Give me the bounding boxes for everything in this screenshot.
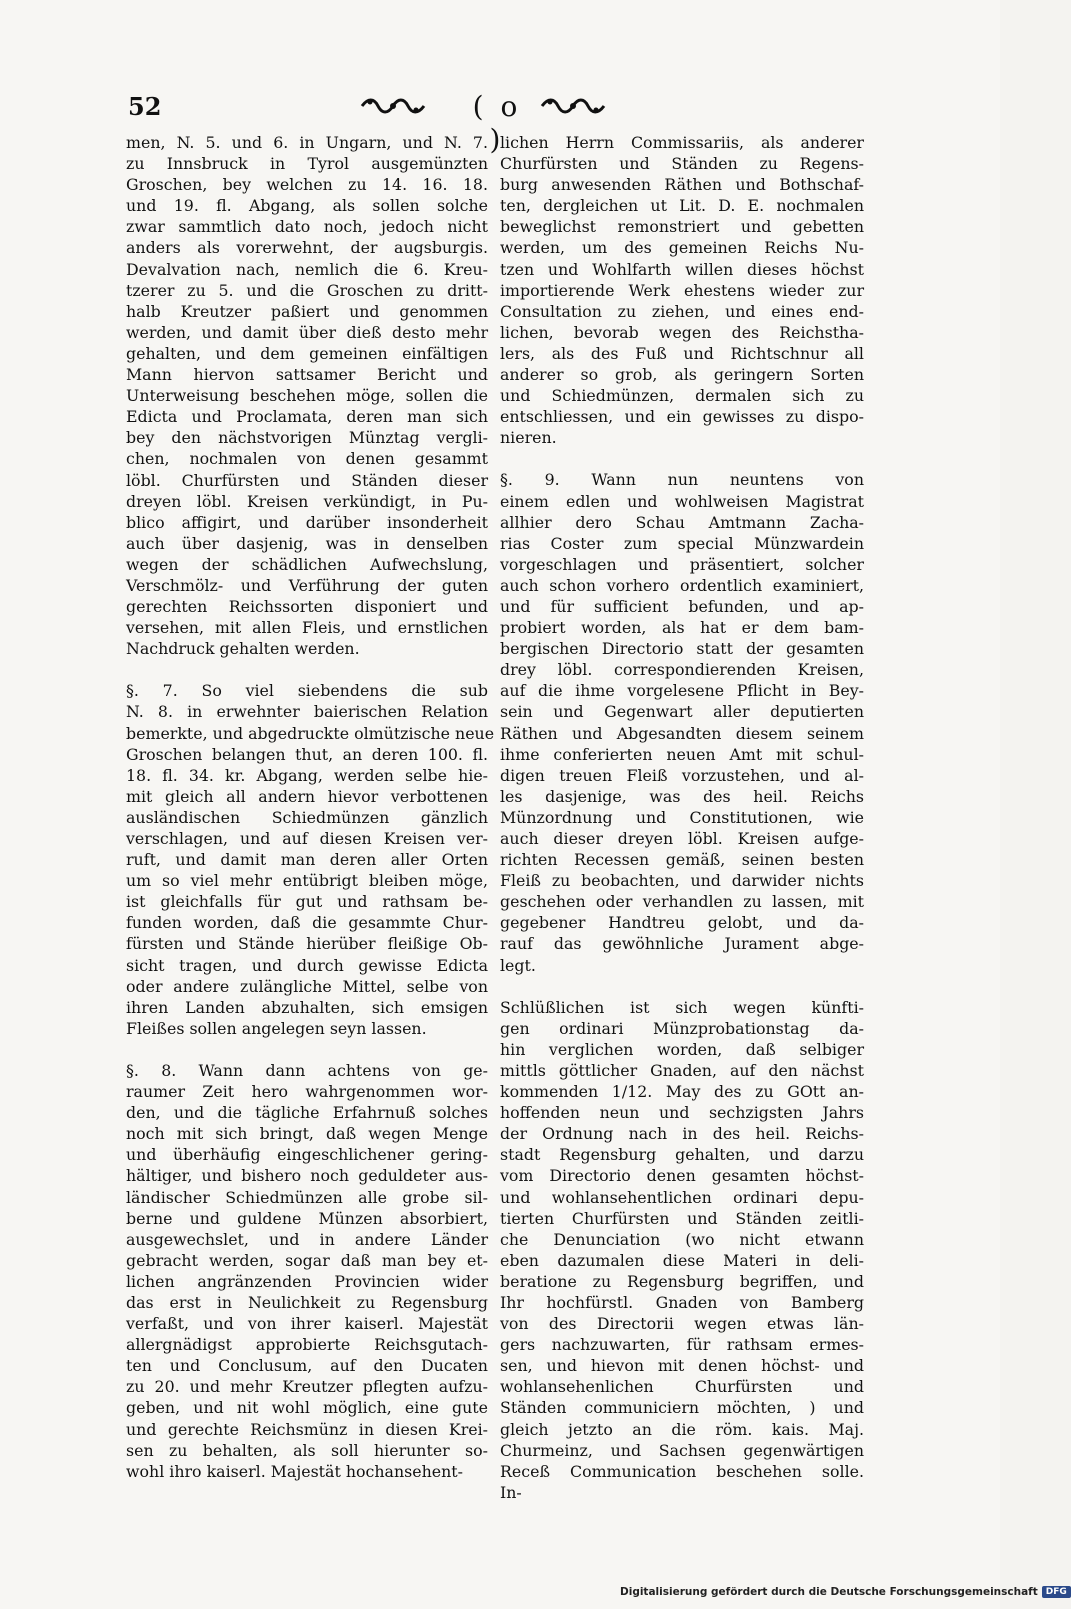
left-ornament-icon — [360, 96, 426, 116]
text-line: kommenden 1/12. May des zu GOtt an- — [500, 1082, 864, 1102]
text-line: gebracht werden, sogar daß man bey et- — [126, 1250, 488, 1270]
text-line: Unterweisung beschehen möge, sollen die — [126, 386, 488, 406]
text-line: lichen angränzenden Provincien wider — [126, 1271, 488, 1291]
text-line: vorgeschlagen und präsentiert, solcher — [500, 554, 864, 574]
text-line: beweglichst remonstriert und gebetten — [500, 217, 864, 237]
text-line: tzen und Wohlfarth willen dieses höchst — [500, 259, 864, 279]
text-line: um so viel mehr entübrigt bleiben möge, — [126, 871, 488, 891]
text-line: oder andere zulängliche Mittel, selbe von — [126, 976, 488, 996]
page-number: 52 — [128, 92, 162, 121]
text-line: Edicta und Proclamata, deren man sich — [126, 407, 488, 427]
text-line: Receß Communication beschehen solle. — [500, 1461, 864, 1481]
text-line: Münzordnung und Constitutionen, wie — [500, 807, 864, 827]
text-line: auch über dasjenig, was in denselben — [126, 533, 488, 553]
text-line: verfaßt, und von ihrer kaiserl. Majestät — [126, 1314, 488, 1334]
text-line: ausgewechslet, und in andere Länder — [126, 1229, 488, 1249]
text-line: sen zu behalten, als soll hierunter so- — [126, 1440, 488, 1460]
text-line: versehen, mit allen Fleis, und ernstlichen — [126, 618, 488, 638]
text-line: tzerer zu 5. und die Groschen zu dritt- — [126, 280, 488, 300]
text-line: gleich jetzto an die röm. kais. Maj. — [500, 1419, 864, 1439]
text-line: anderer so grob, als geringern Sorten — [500, 365, 864, 385]
text-line: ten und Conclusum, auf den Ducaten — [126, 1356, 488, 1376]
text-line: raumer Zeit hero wahrgenommen wor- — [126, 1082, 488, 1102]
text-line: Schlüßlichen ist sich wegen künfti- — [500, 997, 864, 1017]
left-column — [126, 132, 495, 1482]
text-line: den, und die tägliche Erfahrnuß solches — [126, 1103, 488, 1123]
text-line: Nachdruck gehalten werden. — [126, 639, 360, 659]
right-column — [500, 132, 864, 1503]
text-line: bemerkte, und abgedruckte olmützische neue — [126, 723, 495, 743]
right-ornament-icon — [540, 96, 606, 116]
text-line: wegen der schädlichen Aufwechslung, — [126, 554, 488, 574]
text-line: rauf das gewöhnliche Jurament abge- — [500, 934, 864, 954]
text-line: men, N. 5. und 6. in Ungarn, und N. 7. — [126, 133, 488, 152]
text-line: Mann hiervon sattsamer Bericht und — [126, 365, 488, 385]
dfg-logo: DFG — [1042, 1586, 1071, 1598]
text-line: und gerechte Reichsmünz in diesen Krei- — [126, 1419, 488, 1439]
text-line: auch dieser dreyen löbl. Kreisen aufge- — [500, 829, 864, 848]
footer-credit: Digitalisierung gefördert durch die Deutsche Forschungsgemeinschaft — [620, 1586, 1038, 1598]
text-line: legt. — [500, 955, 536, 975]
text-line: chen, nochmalen von denen gesammt — [126, 449, 488, 469]
paragraph — [126, 1060, 488, 1482]
text-line: ruft, und damit man deren aller Orten — [126, 850, 488, 870]
text-line: hoffenden neun und sechzigsten Jahrs — [500, 1103, 864, 1123]
text-line: wohlansehenlichen Churfürsten und — [500, 1377, 864, 1397]
text-line: importierende Werk ehestens wieder zur — [500, 280, 864, 300]
text-line: sein und Gegenwart aller deputierten — [500, 702, 864, 722]
text-line: Churfürsten und Ständen zu Regens- — [500, 154, 864, 174]
text-line: auch schon vorhero ordentlich examiniert, — [500, 575, 864, 595]
text-line: beratione zu Regensburg begriffen, und — [500, 1271, 864, 1291]
text-line: entschliessen, und ein gewisses zu dispo- — [500, 407, 864, 427]
text-line: gerechten Reichssorten disponiert und — [126, 597, 488, 617]
text-line: probiert worden, als hat er dem bam- — [500, 618, 864, 638]
text-line: verschlagen, und auf diesen Kreisen ver- — [126, 829, 488, 848]
text-line: ihren Landen abzuhalten, sich emsigen — [126, 997, 488, 1017]
paragraph-gap — [126, 1039, 488, 1060]
text-line: mit gleich all andern hievor verbottenen — [126, 786, 488, 806]
text-line: ländischer Schiedmünzen alle grobe sil- — [126, 1187, 488, 1207]
text-line: halb Kreutzer paßiert und genommen — [126, 301, 488, 321]
text-line: hältiger, und bishero noch geduldeter aus- — [126, 1166, 488, 1186]
text-line: und Schiedmünzen, dermalen sich zu — [500, 386, 864, 406]
text-line: zu 20. und mehr Kreutzer pflegten aufzu- — [126, 1377, 488, 1397]
text-line: noch mit sich bringt, daß wegen Menge — [126, 1124, 488, 1144]
text-line: einem edlen und wohlweisen Magistrat — [500, 491, 864, 511]
text-line: Groschen, bey welchen zu 14. 16. 18. — [126, 175, 488, 195]
text-line: wohl ihro kaiserl. Majestät hochansehent- — [126, 1461, 463, 1481]
text-line: lichen, bevorab wegen des Reichstha- — [500, 322, 864, 342]
text-line: richten Recessen gemäß, seinen besten — [500, 850, 864, 870]
text-line: dreyen löbl. Kreisen verkündigt, in Pu- — [126, 491, 488, 511]
text-line: und überhäufig eingeschlichener gering- — [126, 1145, 488, 1165]
text-line: und für sufficient befunden, und ap- — [500, 596, 864, 616]
text-line: vom Directorio denen gesamten höchst- — [500, 1166, 864, 1186]
text-line: geschehen oder verhandlen zu lassen, mit — [500, 892, 864, 912]
text-line: auf die ihme vorgelesene Pflicht in Bey- — [500, 681, 864, 701]
text-line: geben, und nit wohl möglich, eine gute — [126, 1398, 488, 1418]
text-line: hin verglichen worden, daß selbiger — [500, 1039, 864, 1059]
text-line: und 19. fl. Abgang, als sollen solche — [126, 196, 488, 216]
text-line: stadt Regensburg gehalten, und darzu — [500, 1145, 864, 1165]
text-line: löbl. Churfürsten und Ständen dieser — [126, 470, 488, 490]
text-line: ihme conferierten neuen Amt mit schul- — [500, 744, 864, 764]
text-line: allergnädigst approbierte Reichsgutach- — [126, 1335, 488, 1355]
text-line: Ständen communiciern möchten, ) und — [500, 1398, 864, 1418]
text-line: 18. fl. 34. kr. Abgang, werden selbe hie- — [126, 765, 488, 785]
text-line: Ihr hochfürstl. Gnaden von Bamberg — [500, 1292, 864, 1312]
text-line: gen ordinari Münzprobationstag da- — [500, 1018, 864, 1038]
text-line: In- — [500, 1482, 522, 1502]
text-line: von des Directorii wegen etwas län- — [500, 1314, 864, 1334]
header-mark: ( o ) — [472, 90, 522, 156]
text-line: der Ordnung nach in des heil. Reichs- — [500, 1124, 864, 1144]
text-line: gehalten, und dem gemeinen einfältigen — [126, 343, 488, 363]
text-line: bey den nächstvorigen Münztag vergli- — [126, 428, 488, 448]
paragraph — [500, 469, 864, 975]
text-line: Devalvation nach, nemlich die 6. Kreu- — [126, 259, 488, 279]
text-line: §. 7. So viel siebendens die sub — [126, 681, 488, 701]
text-line: gegebener Handtreu gelobt, und da- — [500, 913, 864, 933]
text-line: Consultation zu ziehen, und eines end- — [500, 301, 864, 321]
text-line: anders als vorerwehnt, der augsburgis. — [126, 238, 488, 258]
text-line: Groschen belangen thut, an deren 100. fl. — [126, 744, 488, 764]
text-line: drey löbl. correspondierenden Kreisen, — [500, 660, 864, 680]
paragraph-gap — [500, 976, 864, 997]
text-line: allhier dero Schau Amtmann Zacha- — [500, 512, 864, 532]
paragraph — [500, 132, 864, 448]
text-line: ausländischen Schiedmünzen gänzlich — [126, 807, 488, 827]
text-line: Fleiß zu beobachten, und darwider nichts — [500, 871, 864, 891]
text-line: bergischen Directorio statt der gesamten — [500, 639, 864, 659]
text-line: eben dazumalen diese Materi in deli- — [500, 1250, 864, 1270]
text-line: und wohlansehentlichen ordinari depu- — [500, 1187, 864, 1207]
text-line: lers, als des Fuß und Richtschnur all — [500, 343, 864, 363]
text-line: sen, und hievon mit denen höchst- und — [500, 1356, 864, 1376]
text-line: Verschmölz- und Verführung der guten — [126, 575, 488, 595]
text-line: das erst in Neulichkeit zu Regensburg — [126, 1292, 488, 1312]
text-line: fürsten und Stände hierüber fleißige Ob- — [126, 934, 488, 954]
page-footer — [620, 1586, 1067, 1604]
text-line: §. 9. Wann nun neuntens von — [500, 470, 864, 490]
text-line: lichen Herrn Commissariis, als anderer — [500, 133, 864, 152]
text-line: zwar sammtlich dato noch, jedoch nicht — [126, 217, 488, 237]
text-line: ten, dergleichen ut Lit. D. E. nochmalen — [500, 196, 864, 216]
text-line: berne und guldene Münzen absorbiert, — [126, 1208, 488, 1228]
text-line: Churmeinz, und Sachsen gegenwärtigen — [500, 1440, 864, 1460]
paragraph — [500, 997, 864, 1503]
paragraph-gap — [126, 659, 488, 680]
text-line: sicht tragen, und durch gewisse Edicta — [126, 955, 488, 975]
text-line: gers nachzuwarten, für rathsam ermes- — [500, 1335, 864, 1355]
text-line: funden worden, daß die gesammte Chur- — [126, 913, 488, 933]
paragraph — [126, 132, 488, 659]
text-line: mittls göttlicher Gnaden, auf den nächst — [500, 1060, 864, 1080]
text-line: ist gleichfalls für gut und rathsam be- — [126, 892, 488, 912]
text-line: N. 8. in erwehnter baierischen Relation — [126, 702, 488, 722]
text-line: rias Coster zum special Münzwardein — [500, 533, 864, 553]
text-line: zu Innsbruck in Tyrol ausgemünzten — [126, 154, 488, 174]
text-line: werden, um des gemeinen Reichs Nu- — [500, 238, 864, 258]
text-line: digen treuen Fleiß vorzustehen, und al- — [500, 765, 864, 785]
text-line: burg anwesenden Räthen und Bothschaf- — [500, 175, 864, 195]
text-line: werden, und damit über dieß desto mehr — [126, 322, 488, 342]
text-line: nieren. — [500, 428, 557, 448]
paragraph — [126, 680, 495, 1039]
text-line: les dasjenige, was des heil. Reichs — [500, 786, 864, 806]
text-line: che Denunciation (wo nicht etwann — [500, 1229, 864, 1249]
paragraph-gap — [500, 448, 864, 469]
text-line: Fleißes sollen angelegen seyn lassen. — [126, 1018, 427, 1038]
text-line: blico affigirt, und darüber insonderheit — [126, 512, 488, 532]
text-line: tierten Churfürsten und Ständen zeitli- — [500, 1208, 864, 1228]
text-line: Räthen und Abgesandten diesem seinem — [500, 723, 864, 743]
text-line: §. 8. Wann dann achtens von ge- — [126, 1060, 488, 1080]
